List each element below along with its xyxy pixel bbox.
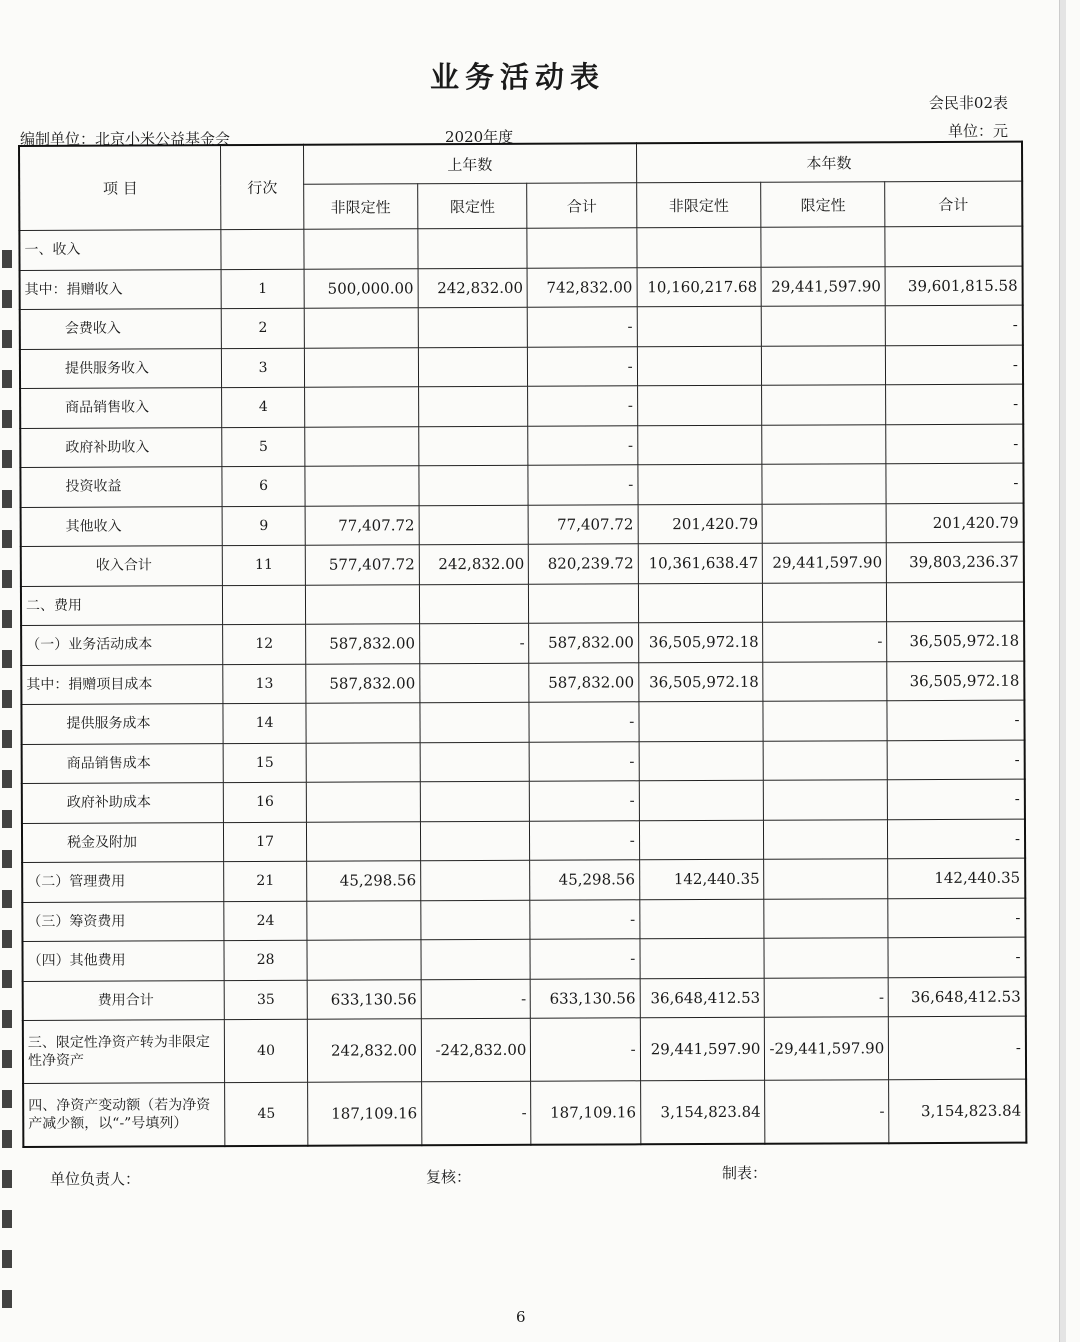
table-row	[22, 937, 1025, 981]
value-cell: 39,803,236.37	[887, 542, 1024, 582]
value-cell	[764, 898, 888, 938]
row-number: 15	[224, 743, 307, 783]
row-item: 四、净资产变动额（若为净资产减少额，以“-”号填列）	[23, 1083, 225, 1147]
value-cell: -	[888, 779, 1025, 819]
header-this-year: 本年数	[636, 142, 1022, 183]
value-cell	[763, 661, 887, 701]
value-cell	[418, 307, 528, 347]
value-cell	[762, 385, 886, 425]
table-row	[21, 661, 1024, 705]
value-cell	[306, 821, 420, 861]
value-cell: 587,832.00	[529, 623, 638, 663]
value-cell: 77,407.72	[305, 505, 419, 545]
value-cell: -	[887, 700, 1024, 740]
value-cell: 633,130.56	[531, 978, 640, 1018]
table-row	[20, 463, 1023, 507]
value-cell	[420, 663, 530, 703]
value-cell: -	[528, 307, 637, 347]
header-prev-unrestricted: 非限定性	[303, 184, 417, 229]
value-cell	[639, 701, 764, 741]
activity-table	[18, 141, 1027, 1148]
value-cell: 820,239.72	[529, 544, 638, 584]
row-number: 45	[225, 1082, 308, 1146]
row-number: 14	[223, 703, 306, 743]
value-cell: -	[529, 702, 638, 742]
row-number: 24	[224, 901, 307, 941]
value-cell: -	[421, 1081, 531, 1145]
value-cell: -	[889, 1016, 1026, 1080]
header-row-no: 行次	[221, 145, 304, 230]
page-edge	[1059, 0, 1066, 1342]
value-cell: -	[886, 463, 1023, 503]
value-cell: 242,832.00	[418, 268, 528, 308]
value-cell: -	[530, 899, 639, 939]
value-cell	[419, 426, 529, 466]
currency-unit: 单位：元	[947, 122, 1008, 140]
value-cell: -	[419, 623, 529, 663]
header-prev-year: 上年数	[303, 143, 636, 184]
table-row	[19, 226, 1022, 270]
value-cell	[304, 229, 418, 269]
row-number: 2	[222, 308, 305, 348]
row-item: 商品销售成本	[22, 743, 224, 783]
value-cell: 29,441,597.90	[640, 1017, 765, 1081]
table-row	[23, 977, 1026, 1021]
row-number: 4	[222, 387, 305, 427]
footer-head: 单位负责人：	[50, 1170, 141, 1188]
value-cell	[305, 426, 419, 466]
value-cell: -	[886, 424, 1023, 464]
value-cell: 3,154,823.84	[889, 1079, 1026, 1143]
value-cell: 587,832.00	[529, 662, 638, 702]
value-cell: 587,832.00	[305, 624, 419, 664]
row-item: 一、收入	[19, 230, 221, 270]
value-cell	[637, 425, 762, 465]
row-number	[223, 585, 306, 625]
value-cell	[304, 308, 418, 348]
value-cell	[640, 899, 765, 939]
value-cell	[305, 584, 419, 624]
row-number: 40	[225, 1019, 308, 1082]
value-cell	[764, 859, 888, 899]
table-row	[20, 345, 1023, 389]
value-cell	[304, 347, 418, 387]
header-this-unrestricted: 非限定性	[636, 182, 761, 228]
value-cell: 36,648,412.53	[640, 978, 765, 1018]
value-cell: 29,441,597.90	[762, 266, 886, 306]
value-cell	[421, 860, 531, 900]
value-cell	[637, 346, 762, 386]
row-item: 政府补助收入	[20, 427, 222, 467]
form-number: 会民非02表	[928, 94, 1008, 112]
row-number: 35	[225, 980, 308, 1020]
row-item: 费用合计	[23, 980, 225, 1020]
value-cell: 500,000.00	[304, 268, 418, 308]
value-cell: 742,832.00	[527, 267, 636, 307]
table-row	[23, 1079, 1026, 1147]
value-cell: -	[530, 939, 639, 979]
value-cell: -	[765, 977, 889, 1017]
value-cell	[418, 386, 528, 426]
value-cell	[763, 582, 887, 622]
organization: 编制单位：北京小米公益基金会	[20, 130, 231, 148]
row-item: 会费收入	[20, 309, 222, 349]
value-cell: 10,361,638.47	[638, 543, 763, 583]
value-cell	[420, 742, 530, 782]
value-cell: 577,407.72	[305, 545, 419, 585]
value-cell: -	[886, 345, 1023, 385]
row-item: 其中：捐赠收入	[20, 269, 222, 309]
value-cell: 77,407.72	[529, 504, 638, 544]
value-cell: -	[528, 465, 637, 505]
value-cell	[419, 465, 529, 505]
value-cell	[887, 582, 1024, 622]
row-item: 投资收益	[20, 467, 222, 507]
value-cell	[640, 938, 765, 978]
value-cell	[527, 228, 636, 268]
value-cell: 36,505,972.18	[638, 622, 763, 662]
value-cell: -242,832.00	[421, 1018, 531, 1081]
row-item: 税金及附加	[22, 822, 224, 862]
table-row	[21, 582, 1024, 626]
value-cell: -29,441,597.90	[765, 1017, 889, 1081]
page-number: 6	[516, 1308, 526, 1326]
value-cell: 3,154,823.84	[640, 1080, 765, 1144]
table-row	[20, 424, 1023, 468]
row-number: 9	[222, 506, 305, 546]
table-row	[21, 621, 1024, 665]
value-cell: -	[531, 1018, 641, 1081]
row-number: 3	[222, 348, 305, 388]
value-cell	[639, 741, 764, 781]
table-row	[20, 305, 1023, 349]
value-cell: 142,440.35	[888, 858, 1025, 898]
value-cell	[761, 227, 885, 267]
value-cell: 587,832.00	[306, 663, 420, 703]
footer-prepared: 制表：	[722, 1164, 768, 1182]
row-number: 21	[224, 861, 307, 901]
table-row	[22, 858, 1025, 902]
value-cell	[762, 464, 886, 504]
value-cell	[420, 821, 530, 861]
value-cell	[639, 820, 764, 860]
value-cell	[418, 347, 528, 387]
value-cell: -	[887, 740, 1024, 780]
header-item: 项 目	[19, 145, 221, 230]
value-cell: -	[421, 979, 531, 1019]
value-cell: -	[888, 898, 1025, 938]
value-cell	[637, 227, 762, 267]
row-item: 提供服务收入	[20, 348, 222, 388]
row-item: 三、限定性净资产转为非限定性净资产	[23, 1020, 225, 1084]
value-cell: 36,505,972.18	[887, 621, 1024, 661]
value-cell: -	[530, 741, 639, 781]
value-cell: 201,420.79	[886, 503, 1023, 543]
value-cell	[638, 464, 763, 504]
value-cell	[307, 900, 421, 940]
value-cell	[639, 780, 764, 820]
table-row	[22, 740, 1025, 784]
value-cell	[421, 900, 531, 940]
row-number: 6	[222, 466, 305, 506]
value-cell: -	[886, 384, 1023, 424]
row-number	[221, 229, 304, 269]
value-cell: -	[763, 622, 887, 662]
value-cell: 633,130.56	[307, 979, 421, 1019]
value-cell: 142,440.35	[639, 859, 764, 899]
value-cell: 187,109.16	[307, 1082, 421, 1146]
value-cell	[764, 780, 888, 820]
row-number: 17	[224, 822, 307, 862]
row-number: 11	[223, 545, 306, 585]
value-cell	[420, 702, 530, 742]
value-cell	[529, 583, 638, 623]
fiscal-year: 2020年度	[445, 128, 514, 146]
table-row	[20, 266, 1023, 310]
row-item: 二、费用	[21, 585, 223, 625]
table-row	[20, 384, 1023, 428]
value-cell: 10,160,217.68	[637, 267, 762, 307]
value-cell	[418, 228, 528, 268]
value-cell: -	[888, 819, 1025, 859]
row-item: （二）管理费用	[22, 862, 224, 902]
value-cell	[421, 939, 531, 979]
table-row	[21, 503, 1024, 547]
value-cell	[763, 701, 887, 741]
row-item: 政府补助成本	[22, 783, 224, 823]
table-row	[22, 819, 1025, 863]
value-cell: 36,505,972.18	[887, 661, 1024, 701]
value-cell	[306, 703, 420, 743]
value-cell	[763, 503, 887, 543]
value-cell: 29,441,597.90	[763, 543, 887, 583]
binding-holes	[2, 250, 12, 1330]
value-cell: -	[528, 346, 637, 386]
value-cell	[764, 740, 888, 780]
row-item: 其中：捐赠项目成本	[21, 664, 223, 704]
row-number: 28	[224, 940, 307, 980]
value-cell: 36,648,412.53	[888, 977, 1025, 1017]
value-cell	[419, 584, 529, 624]
value-cell	[637, 306, 762, 346]
value-cell: -	[888, 937, 1025, 977]
value-cell: -	[528, 425, 637, 465]
value-cell	[762, 306, 886, 346]
row-number: 13	[223, 664, 306, 704]
value-cell: 187,109.16	[531, 1081, 641, 1145]
value-cell	[305, 466, 419, 506]
row-item: 商品销售收入	[20, 388, 222, 428]
value-cell	[419, 505, 529, 545]
value-cell	[307, 940, 421, 980]
page-title: 业务活动表	[429, 60, 605, 94]
value-cell: 45,298.56	[306, 861, 420, 901]
value-cell	[637, 385, 762, 425]
value-cell: -	[765, 1080, 889, 1144]
value-cell: 36,505,972.18	[639, 662, 764, 702]
row-item: （一）业务活动成本	[21, 625, 223, 665]
table-row	[21, 542, 1024, 586]
value-cell	[306, 782, 420, 822]
value-cell: -	[528, 386, 637, 426]
value-cell: 45,298.56	[530, 860, 639, 900]
value-cell	[764, 938, 888, 978]
table-body	[19, 226, 1026, 1147]
row-number: 16	[224, 782, 307, 822]
footer-review: 复核：	[426, 1168, 472, 1186]
value-cell	[762, 424, 886, 464]
value-cell	[762, 345, 886, 385]
row-number: 1	[221, 269, 304, 309]
value-cell	[306, 742, 420, 782]
value-cell: -	[886, 305, 1023, 345]
row-item: 收入合计	[21, 546, 223, 586]
value-cell: -	[530, 781, 639, 821]
table-row	[22, 779, 1025, 823]
value-cell: 242,832.00	[419, 544, 529, 584]
value-cell: 242,832.00	[307, 1019, 421, 1082]
row-item: （三）筹资费用	[22, 901, 224, 941]
table-row	[21, 700, 1024, 744]
value-cell: 201,420.79	[638, 504, 763, 544]
header-prev-restricted: 限定性	[418, 183, 528, 228]
row-item: 其他收入	[21, 506, 223, 546]
value-cell	[885, 226, 1022, 266]
row-item: 提供服务成本	[21, 704, 223, 744]
table-row	[22, 898, 1025, 942]
value-cell	[764, 819, 888, 859]
value-cell	[638, 583, 763, 623]
row-item: （四）其他费用	[22, 941, 224, 981]
row-number: 5	[222, 427, 305, 467]
table-row	[23, 1016, 1026, 1083]
row-number: 12	[223, 624, 306, 664]
value-cell: -	[530, 820, 639, 860]
value-cell	[420, 781, 530, 821]
header-this-total: 合计	[885, 181, 1022, 227]
header-this-restricted: 限定性	[761, 182, 885, 228]
header-prev-total: 合计	[527, 183, 637, 228]
value-cell: 39,601,815.58	[885, 266, 1022, 306]
value-cell	[304, 387, 418, 427]
